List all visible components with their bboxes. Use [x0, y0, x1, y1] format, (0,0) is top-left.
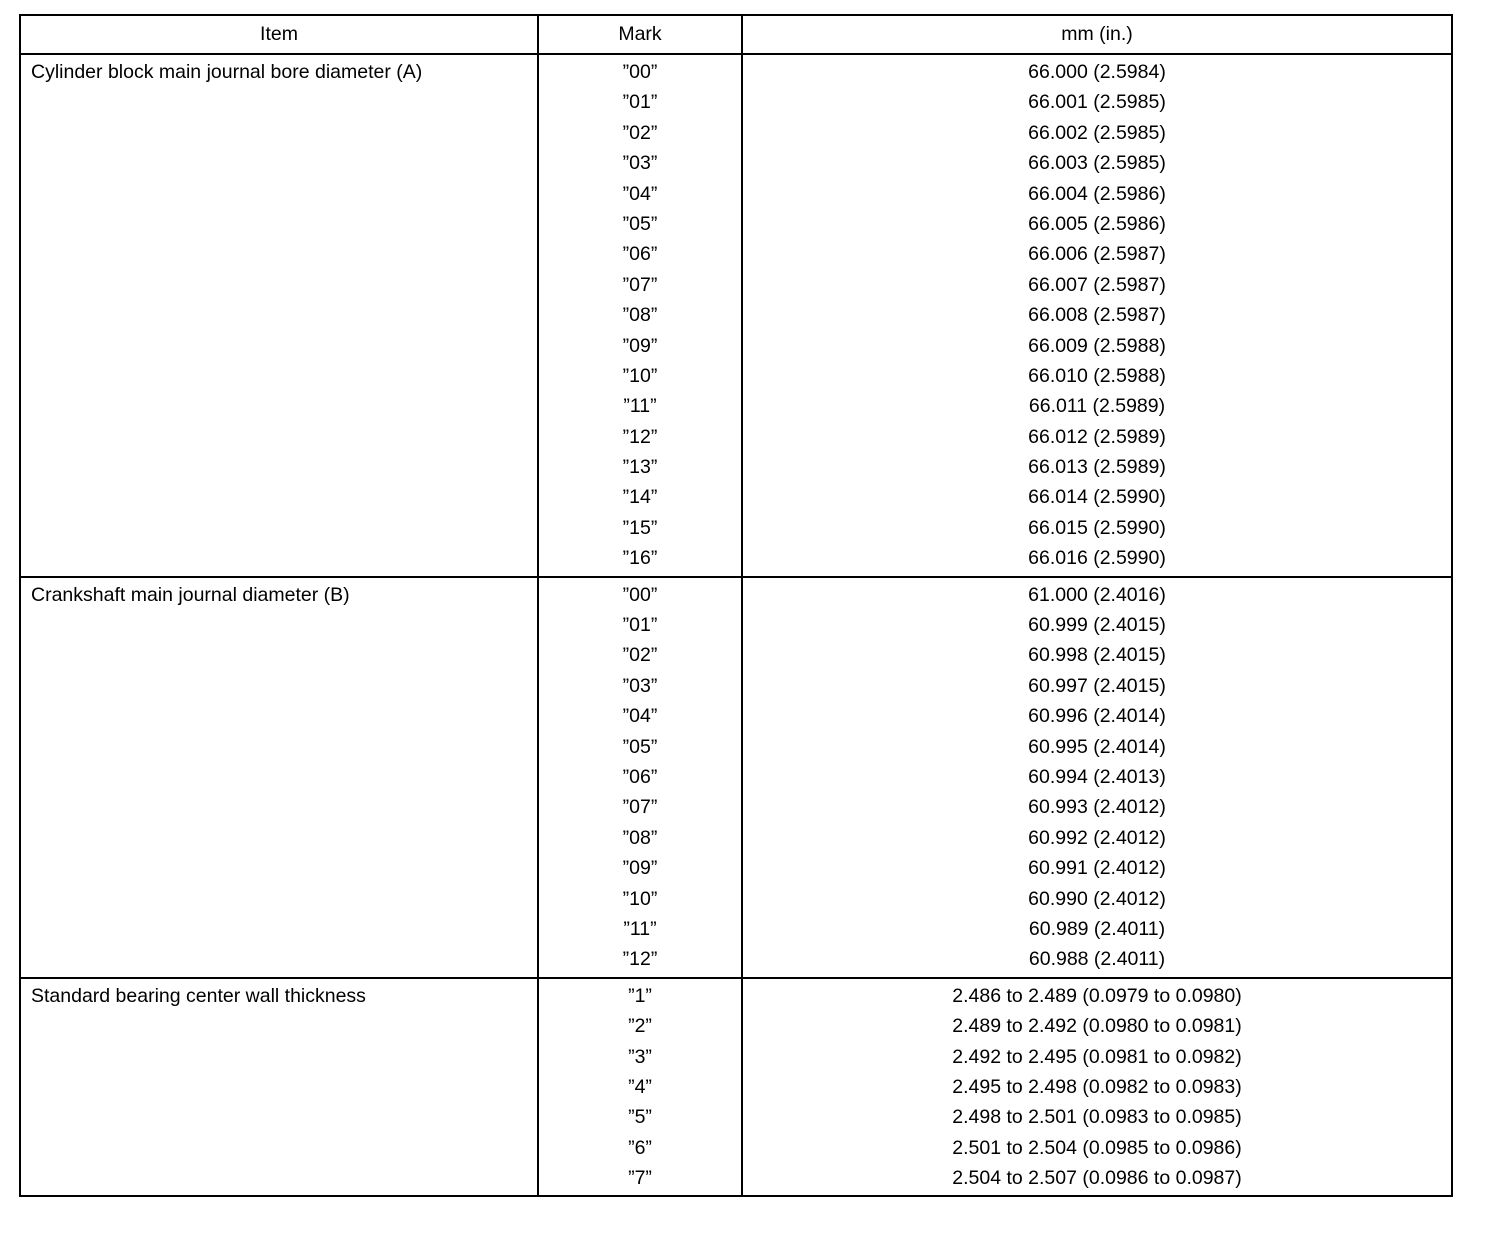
- dimension-value: 60.996 (2.4014): [1028, 705, 1166, 728]
- header-item: Item: [20, 15, 538, 54]
- header-value: mm (in.): [742, 15, 1452, 54]
- mark-value: ”14”: [622, 486, 658, 509]
- dimension-value: 60.991 (2.4012): [1028, 857, 1166, 880]
- item-cell: [20, 577, 538, 978]
- mark-value: ”4”: [628, 1075, 652, 1098]
- dimension-value: 66.011 (2.5989): [1028, 395, 1166, 418]
- dimension-value: 60.997 (2.4015): [1028, 674, 1166, 697]
- dimension-value: 66.006 (2.5987): [1028, 243, 1166, 266]
- table-header: [20, 15, 1452, 54]
- dimension-value: 66.009 (2.5988): [1028, 334, 1166, 357]
- mark-value: ”11”: [623, 395, 657, 418]
- mark-value: ”08”: [622, 304, 658, 327]
- dimension-value: 60.989 (2.4011): [1028, 917, 1166, 940]
- dimension-value: 66.010 (2.5988): [1028, 364, 1166, 387]
- dimension-value: 2.498 to 2.501 (0.0983 to 0.0985): [952, 1106, 1242, 1129]
- value-cell: [742, 577, 1452, 978]
- dimension-value: 2.489 to 2.492 (0.0980 to 0.0981): [952, 1015, 1242, 1038]
- dimension-value: 66.003 (2.5985): [1028, 152, 1166, 175]
- mark-value: ”6”: [628, 1136, 652, 1159]
- dimension-value: 60.990 (2.4012): [1028, 887, 1166, 910]
- mark-value: ”09”: [622, 334, 658, 357]
- dimension-value: 60.992 (2.4012): [1028, 826, 1166, 849]
- header-mark: Mark: [538, 15, 742, 54]
- mark-value: ”03”: [622, 152, 658, 175]
- dimension-value: 66.013 (2.5989): [1028, 456, 1166, 479]
- dimension-value: 66.016 (2.5990): [1028, 547, 1166, 570]
- dimension-value: 66.004 (2.5986): [1028, 182, 1166, 205]
- mark-value: ”07”: [622, 273, 658, 296]
- value-cell: [742, 54, 1452, 577]
- mark-value: ”12”: [622, 948, 658, 971]
- dimension-value: 66.001 (2.5985): [1028, 91, 1166, 114]
- header-row: [20, 15, 1452, 54]
- table-row: [20, 577, 1452, 978]
- mark-value: ”10”: [622, 887, 658, 910]
- item-cell: [20, 978, 538, 1197]
- dimension-value: 61.000 (2.4016): [1028, 583, 1166, 606]
- dimension-value: 60.999 (2.4015): [1028, 614, 1166, 637]
- mark-value: ”2”: [628, 1015, 652, 1038]
- mark-value: ”11”: [623, 917, 657, 940]
- mark-value: ”00”: [622, 61, 658, 83]
- mark-value: ”06”: [622, 243, 658, 266]
- dimension-value: 60.995 (2.4014): [1028, 735, 1166, 758]
- dimension-value: 66.015 (2.5990): [1028, 516, 1166, 539]
- dimension-value: 2.486 to 2.489 (0.0979 to 0.0980): [952, 984, 1242, 1007]
- item-label: Standard bearing center wall thickness: [31, 984, 366, 1007]
- mark-value: ”15”: [622, 516, 658, 539]
- dimension-value: 66.000 (2.5984): [1028, 61, 1166, 83]
- dimension-value: 2.492 to 2.495 (0.0981 to 0.0982): [952, 1045, 1242, 1068]
- dimension-value: 60.998 (2.4015): [1028, 644, 1166, 667]
- mark-value: ”02”: [622, 121, 658, 144]
- mark-value: ”03”: [622, 674, 658, 697]
- dimension-value: 66.002 (2.5985): [1028, 121, 1166, 144]
- value-cell: [742, 978, 1452, 1197]
- mark-value: ”02”: [622, 644, 658, 667]
- dimension-value: 60.988 (2.4011): [1028, 948, 1166, 971]
- dimension-value: 66.008 (2.5987): [1028, 304, 1166, 327]
- mark-value: ”04”: [622, 182, 658, 205]
- mark-value: ”07”: [622, 796, 658, 819]
- item-label: Crankshaft main journal diameter (B): [31, 583, 350, 606]
- mark-value: ”04”: [622, 705, 658, 728]
- mark-value: ”1”: [628, 984, 652, 1007]
- mark-value: ”01”: [622, 91, 658, 114]
- mark-value: ”05”: [622, 735, 658, 758]
- mark-value: ”05”: [622, 212, 658, 235]
- mark-value: ”7”: [628, 1167, 652, 1190]
- mark-value: ”13”: [622, 456, 658, 479]
- mark-cell: [538, 978, 742, 1197]
- table-body: [20, 54, 1452, 1196]
- dimension-value: 66.014 (2.5990): [1028, 486, 1166, 509]
- dimension-value: 66.012 (2.5989): [1028, 425, 1166, 448]
- mark-value: ”06”: [622, 765, 658, 788]
- dimension-value: 66.005 (2.5986): [1028, 212, 1166, 235]
- item-label: Cylinder block main journal bore diameter (A): [31, 61, 423, 83]
- mark-cell: [538, 577, 742, 978]
- item-cell: [20, 54, 538, 577]
- spec-table: [19, 14, 1453, 1197]
- dimension-value: 2.495 to 2.498 (0.0982 to 0.0983): [952, 1075, 1242, 1098]
- mark-value: ”10”: [622, 364, 658, 387]
- mark-value: ”00”: [622, 583, 658, 606]
- dimension-value: 60.994 (2.4013): [1028, 765, 1166, 788]
- table-row: [20, 978, 1452, 1197]
- mark-cell: [538, 54, 742, 577]
- mark-value: ”5”: [628, 1106, 652, 1129]
- mark-value: ”16”: [622, 547, 658, 570]
- dimension-value: 2.501 to 2.504 (0.0985 to 0.0986): [952, 1136, 1242, 1159]
- dimension-value: 66.007 (2.5987): [1028, 273, 1166, 296]
- dimension-value: 2.504 to 2.507 (0.0986 to 0.0987): [952, 1167, 1242, 1190]
- dimension-value: 60.993 (2.4012): [1028, 796, 1166, 819]
- mark-value: ”12”: [622, 425, 658, 448]
- mark-value: ”01”: [622, 614, 658, 637]
- table-row: [20, 54, 1452, 577]
- mark-value: ”09”: [622, 857, 658, 880]
- mark-value: ”08”: [622, 826, 658, 849]
- mark-value: ”3”: [628, 1045, 652, 1068]
